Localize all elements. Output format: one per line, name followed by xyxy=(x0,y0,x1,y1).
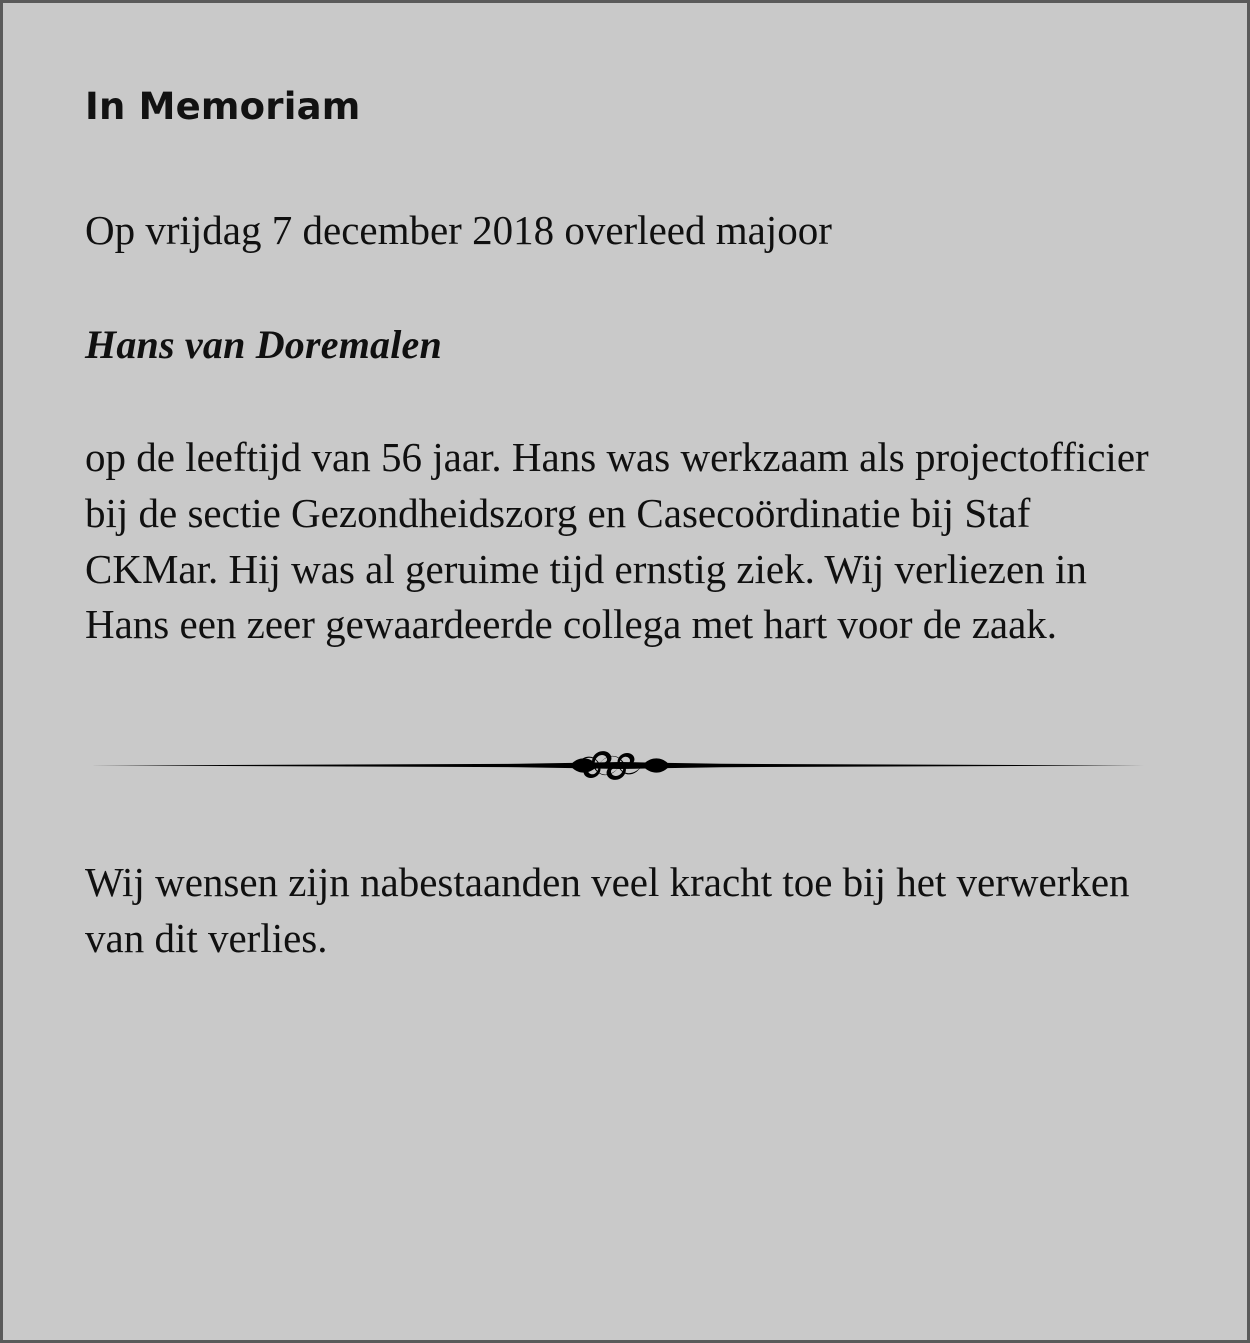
deceased-name: Hans van Doremalen xyxy=(85,322,442,368)
memoriam-body-text: op de leeftijd van 56 jaar. Hans was werkzaam als projectofficier bij de sectie Gezondheidszorg en Casecoördinatie bij Staf CKMar. Hij was al geruime tijd ernstig ziek. Wij verliezen in Hans een zeer gewaardeerde collega met hart voor de zaak. xyxy=(85,434,1149,648)
condolence-text: Wij wensen zijn nabestaanden veel kracht toe bij het verwerken van dit verlies. xyxy=(85,859,1130,961)
announcement-line: Op vrijdag 7 december 2018 overleed majoor xyxy=(85,207,832,253)
page-title: In Memoriam xyxy=(85,85,361,128)
ornamental-flourish-divider-icon xyxy=(85,745,1155,785)
